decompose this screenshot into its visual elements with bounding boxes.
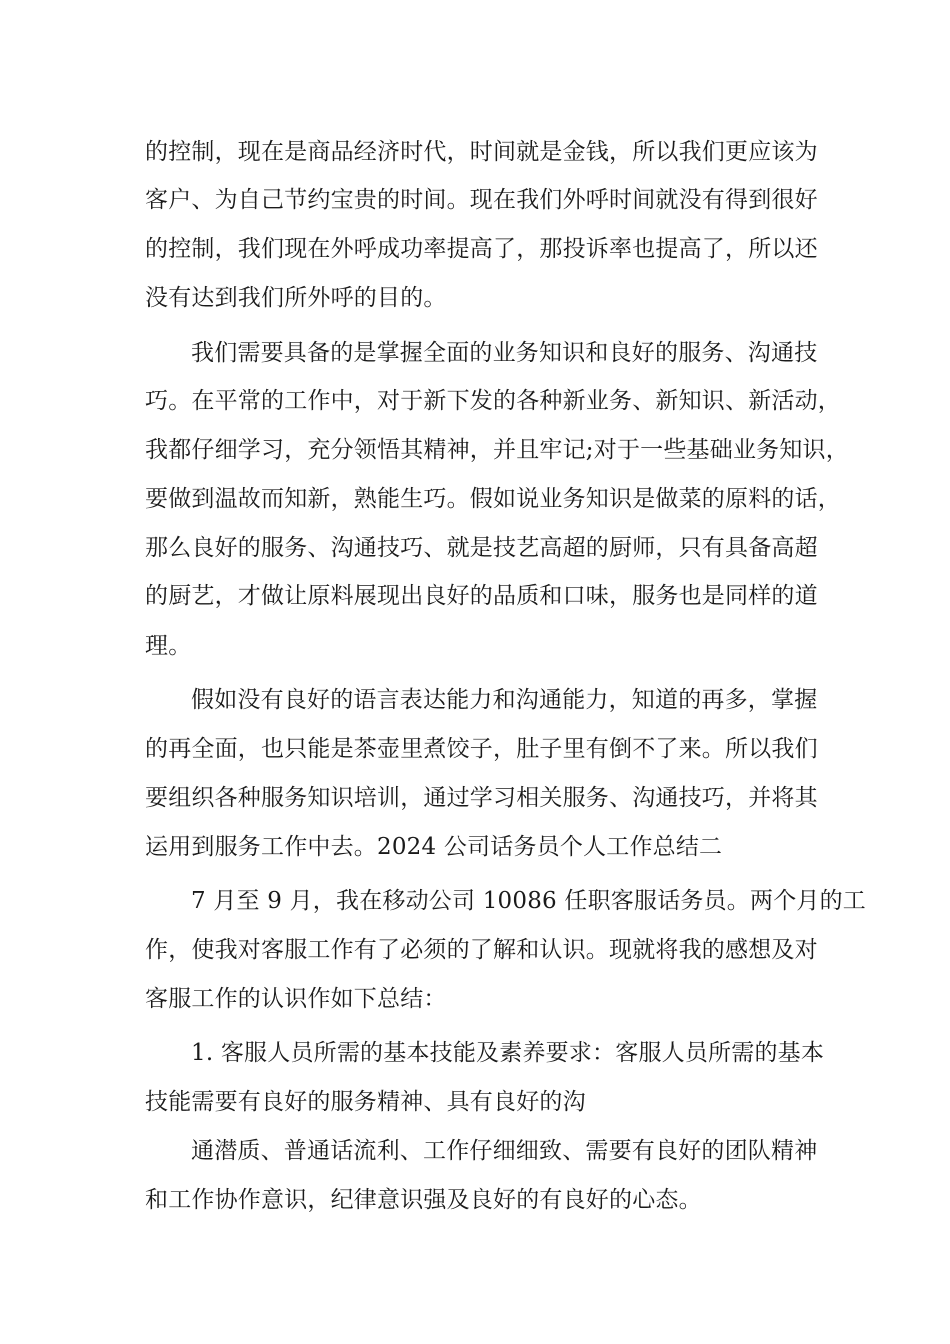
text-line: 要组织各种服务知识培训，通过学习相关服务、沟通技巧，并将其 [145, 785, 818, 811]
text-line: 没有达到我们所外呼的目的。 [145, 285, 447, 311]
text-line: 作，使我对客服工作有了必须的了解和认识。现就将我的感想及对 [145, 937, 818, 963]
text-line: 巧。在平常的工作中，对于新下发的各种新业务、新知识、新活动， [145, 388, 841, 414]
paragraph-first-line: 1. 客服人员所需的基本技能及素养要求：客服人员所需的基本 [191, 1040, 825, 1066]
text-line: 和工作协作意识，纪律意识强及良好的有良好的心态。 [145, 1187, 702, 1213]
text-line: 理。 [145, 633, 192, 659]
paragraph-first-line: 假如没有良好的语言表达能力和沟通能力，知道的再多，掌握 [191, 687, 818, 713]
text-line: 客服工作的认识作如下总结： [145, 986, 447, 1012]
paragraph-first-line: 我们需要具备的是掌握全面的业务知识和良好的服务、沟通技 [191, 340, 818, 366]
text-line: 要做到温故而知新，熟能生巧。假如说业务知识是做菜的原料的话， [145, 486, 841, 512]
text-line: 的控制，现在是商品经济时代，时间就是金钱，所以我们更应该为 [145, 139, 818, 165]
text-line: 技能需要有良好的服务精神、具有良好的沟 [145, 1089, 586, 1115]
text-line: 的再全面，也只能是茶壶里煮饺子，肚子里有倒不了来。所以我们 [145, 736, 818, 762]
text-line: 运用到服务工作中去。2024 公司话务员个人工作总结二 [145, 834, 723, 860]
paragraph-first-line: 7 月至 9 月，我在移动公司 10086 任职客服话务员。两个月的工 [191, 888, 866, 914]
text-line: 客户、为自己节约宝贵的时间。现在我们外呼时间就没有得到很好 [145, 187, 818, 213]
text-line: 的厨艺，才做让原料展现出良好的品质和口味，服务也是同样的道 [145, 583, 818, 609]
text-line: 那么良好的服务、沟通技巧、就是技艺高超的厨师，只有具备高超 [145, 535, 818, 561]
text-line: 的控制，我们现在外呼成功率提高了，那投诉率也提高了，所以还 [145, 236, 818, 262]
paragraph-first-line: 通潜质、普通话流利、工作仔细细致、需要有良好的团队精神 [191, 1138, 818, 1164]
text-line: 我都仔细学习，充分领悟其精神，并且牢记;对于一些基础业务知识， [145, 437, 849, 463]
